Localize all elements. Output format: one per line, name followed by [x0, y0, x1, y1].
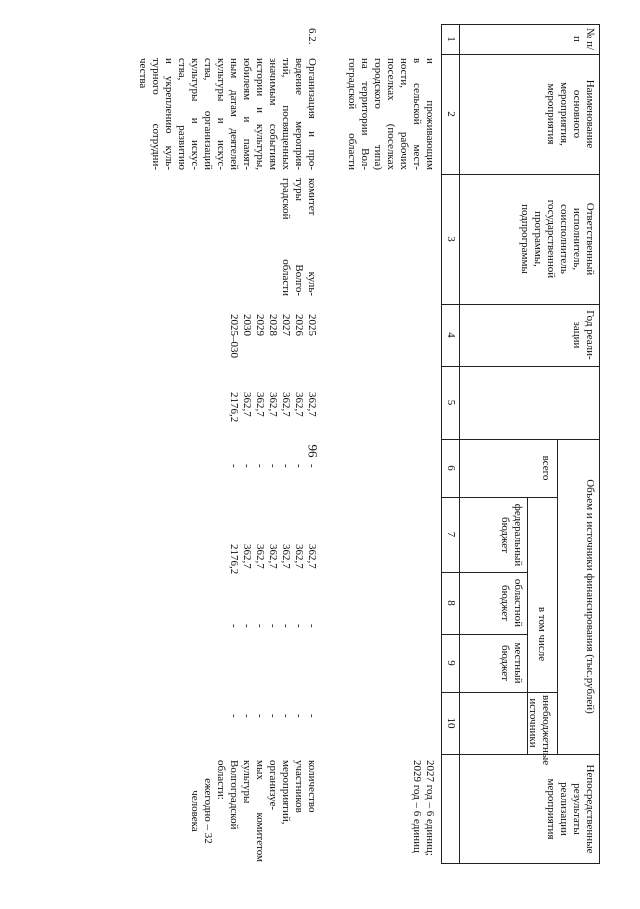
header-in-that-number: в том числе [536, 606, 548, 662]
header-funding: Объем и источники финансирования (тыс.рублей) [584, 479, 596, 714]
federal-cell: - [254, 464, 266, 468]
text-line: градской области [280, 178, 293, 296]
header-total: всего [540, 455, 552, 481]
funding-subheader-line [557, 439, 558, 754]
year-cell: 2030 [241, 314, 253, 336]
col-line-6 [442, 497, 558, 498]
total-cell: 362,7 [280, 392, 292, 417]
text-line: количество участников [293, 760, 318, 813]
text-line: ства, развитию [176, 58, 189, 170]
extra-cell: - [306, 714, 318, 718]
extra-cell: - [254, 714, 266, 718]
col-number: 4 [445, 332, 457, 338]
row-federal [227, 464, 318, 484]
extra-cell: - [293, 714, 305, 718]
regional-cell: 362,7 [306, 544, 318, 569]
col-number: 2 [445, 111, 457, 117]
local-cell: - [241, 624, 253, 628]
text-line: юбилеям и памят- [241, 58, 254, 170]
row-extra [227, 714, 318, 734]
total-cell: 362,7 [254, 392, 266, 417]
local-cell: - [293, 624, 305, 628]
header-year: Год реали- зации [571, 310, 596, 360]
text-line: Волгоградской области: [215, 760, 241, 830]
header-bottom-line [441, 24, 442, 864]
text-line: значимым событиям [267, 58, 280, 170]
header-local: местный бюджет [499, 642, 524, 684]
extra-cell: - [280, 714, 292, 718]
header-regional: областной бюджет [499, 578, 524, 628]
year-cell: 2025 [306, 314, 318, 336]
year-cell: 2025–030 [228, 314, 240, 358]
text-line: культуры и искус- [189, 58, 202, 170]
header-number: № п/п [571, 27, 596, 51]
row-years [227, 314, 318, 364]
header-name: Наименование основного мероприятия, мероприятия [545, 79, 596, 149]
extra-cell: - [241, 714, 253, 718]
col-number: 1 [445, 36, 457, 42]
text-line: в сельской мест- [411, 58, 424, 170]
total-cell: 362,7 [293, 392, 305, 417]
federal-cell: - [280, 464, 292, 468]
text-line: истории и культуры, [254, 58, 267, 170]
text-line: 2027 год – 6 единиц; [424, 760, 436, 856]
year-cell: 2028 [267, 314, 279, 336]
regional-cell: 362,7 [241, 544, 253, 569]
col-number: 10 [445, 717, 457, 729]
col-line-4 [442, 366, 600, 367]
local-cell: - [228, 624, 240, 628]
extra-cell: - [267, 714, 279, 718]
row-results [188, 760, 318, 862]
col-line-1 [442, 54, 600, 55]
page-number: 96 [305, 444, 321, 458]
row-name [136, 58, 318, 170]
total-cell: 362,7 [267, 392, 279, 417]
col-line-3 [442, 304, 600, 305]
regional-cell: 2176,2 [228, 544, 240, 575]
row-executor [279, 178, 318, 296]
text-line: ным датам деятелей [228, 58, 241, 170]
text-line: Организация и про- [306, 58, 318, 170]
text-line: ства, организаций [202, 58, 215, 170]
header-results: Непосредственные результаты реализации мероприятия [545, 764, 596, 854]
year-cell: 2027 [280, 314, 292, 336]
text-line: туры Волго- [293, 178, 306, 296]
header-executor: Ответственный исполнитель, соисполнитель государственной программы, подпрограммы [519, 199, 596, 279]
text-line: ежегодно – 32 человека [189, 778, 215, 844]
col-number: 7 [445, 531, 457, 538]
text-line: и проживающим [424, 58, 436, 170]
federal-cell: - [306, 464, 318, 468]
text-line: культуры и искус- [215, 58, 228, 170]
col-number: 9 [445, 660, 457, 666]
text-line: мых комитетом культуры [241, 760, 267, 862]
text-line: турного сотрудни- [150, 58, 163, 170]
header-extra: внебюджетные источники [527, 695, 552, 766]
row-totals [227, 392, 318, 436]
row-number: 6.2. [306, 28, 318, 45]
rotated-table [40, 24, 600, 864]
federal-cell: - [267, 464, 279, 468]
local-cell: - [280, 624, 292, 628]
text-line: чества [137, 58, 150, 89]
total-cell: 362,7 [241, 392, 253, 417]
col-number: 3 [445, 236, 457, 242]
col-number: 8 [445, 600, 457, 606]
row-regional [227, 544, 318, 588]
text-line: тий, посвященных [280, 58, 293, 170]
col-line-10 [442, 754, 600, 755]
federal-cell: - [293, 464, 305, 468]
col-line-2 [442, 174, 600, 175]
col-number: 6 [445, 465, 457, 471]
col-line-5 [442, 439, 600, 440]
table-border-top [599, 24, 600, 864]
federal-cell: - [241, 464, 253, 468]
local-cell: - [267, 624, 279, 628]
text-line: и укреплению куль- [163, 58, 176, 170]
year-cell: 2026 [293, 314, 305, 336]
header-numbers-line [459, 24, 460, 864]
text-line: ведение мероприя- [293, 58, 306, 170]
federal-cell: - [228, 464, 240, 468]
text-line: поселках (поселках [385, 58, 398, 170]
regional-cell: 362,7 [254, 544, 266, 569]
text-line: 2029 год – 6 единиц [411, 760, 424, 853]
col-line-11 [442, 863, 600, 864]
local-cell: - [306, 624, 318, 628]
row-local [227, 624, 318, 644]
continuation-results [410, 760, 436, 862]
total-cell: 2176,2 [228, 392, 240, 423]
col-line-0 [442, 24, 600, 25]
text-line: комитет куль- [306, 178, 318, 296]
col-number: 5 [445, 399, 457, 406]
regional-cell: 362,7 [280, 544, 292, 569]
local-cell: - [254, 624, 266, 628]
total-cell: 362,7 [306, 392, 318, 417]
text-line: ности, рабочих [398, 58, 411, 170]
year-cell: 2029 [254, 314, 266, 336]
regional-cell: 362,7 [293, 544, 305, 569]
text-line: гоградской области [346, 58, 359, 170]
text-line: городского типа) [372, 58, 385, 170]
regional-cell: 362,7 [267, 544, 279, 569]
text-line: на территории Вол- [359, 58, 372, 170]
text-line: мероприятий, организуе- [267, 760, 293, 825]
extra-cell: - [228, 714, 240, 718]
continuation-name [345, 58, 436, 170]
header-federal: федеральный бюджет [499, 503, 524, 567]
col-line-9 [442, 692, 558, 693]
